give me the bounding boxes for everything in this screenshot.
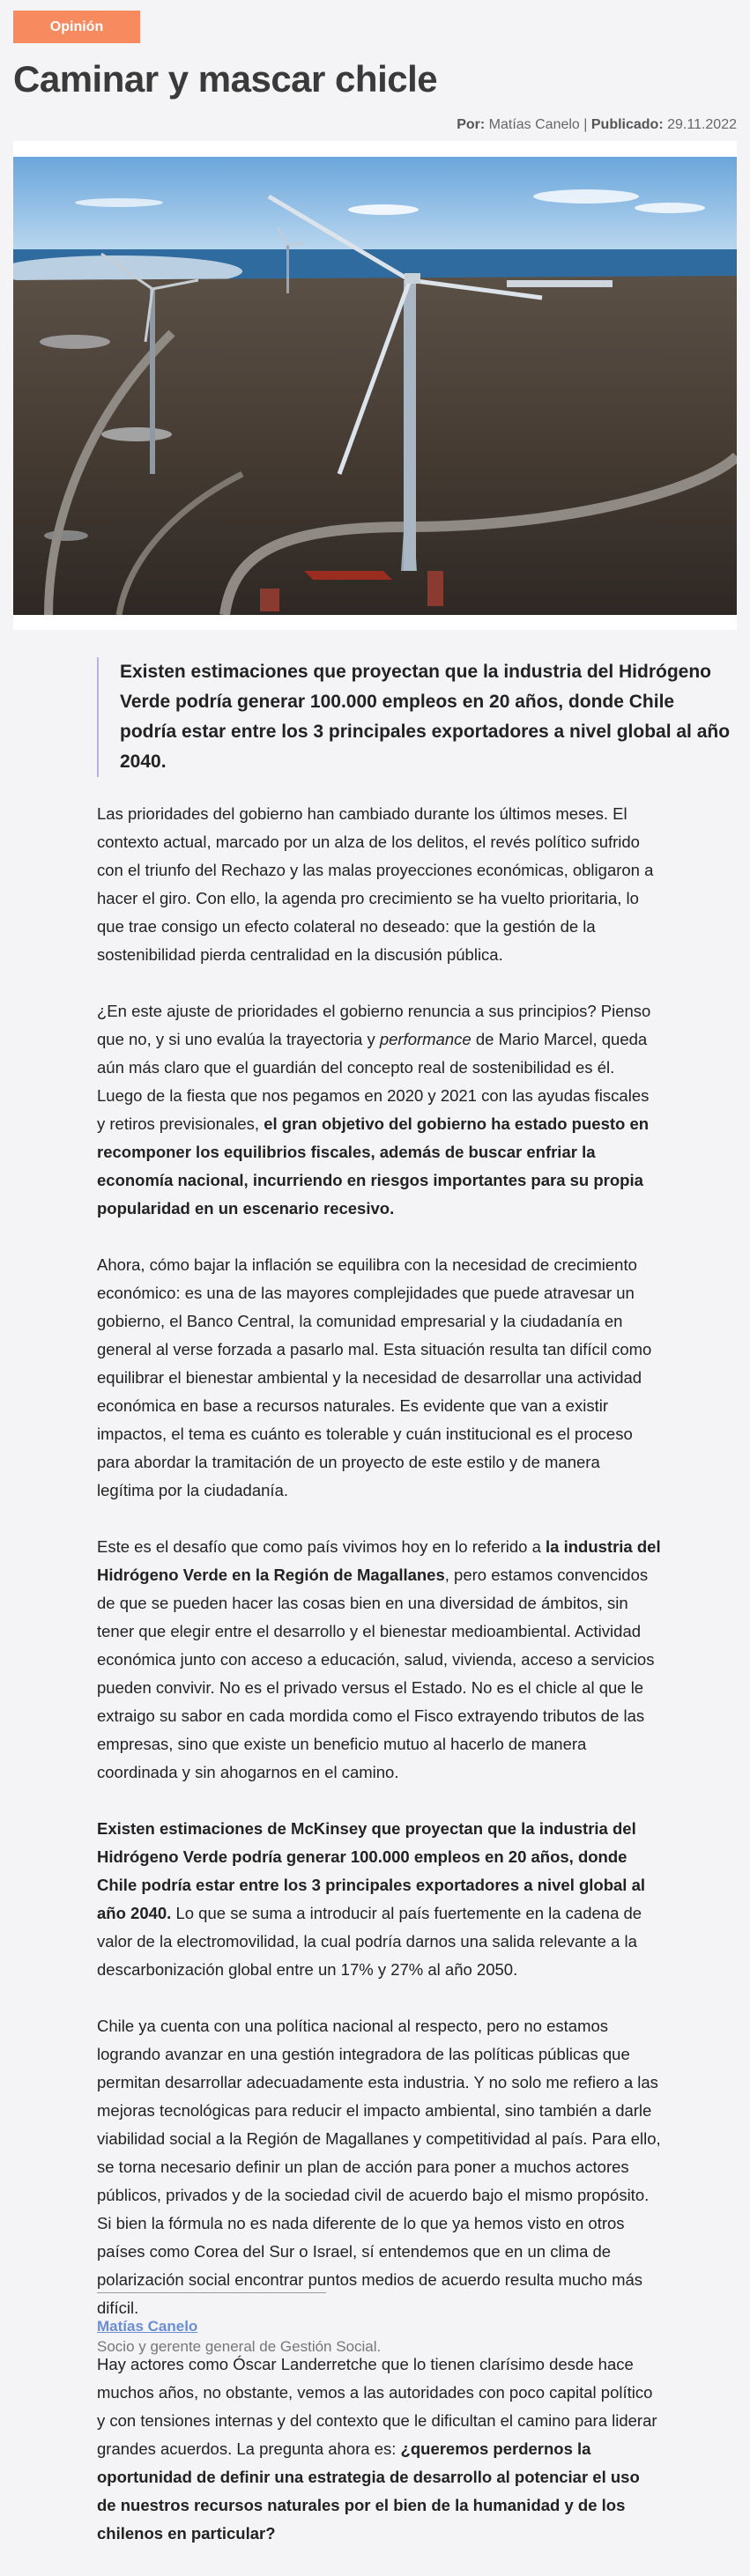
author-role: Socio y gerente general de Gestión Social.: [97, 2338, 382, 2355]
paragraph-text: de Mario Marcel, queda aún más claro que el guardián del concepto real de sostenibilidad es él. Luego de la fiesta que nos pegamos en 2020 y 2021 con las ayudas fiscales y retiros previsionales,: [97, 1030, 650, 1133]
paragraph-text: Lo que se suma a introducir al país fuertemente en la cadena de valor de la electromovilidad, la cual podría darnos una salida relevante a la descarbonización global entre un 17% y 27% al año 2050.: [97, 1904, 642, 1979]
paragraph: [97, 997, 661, 1223]
paragraph-bold: ¿queremos perdernos la oportunidad de definir una estrategia de desarrollo al potenciar el uso de nuestros recursos naturales por el bien de la humanidad y de los chilenos en particular?: [97, 2439, 640, 2543]
paragraph-text: Este es el desafío que como país vivimos hoy en lo referido a: [97, 1537, 546, 1556]
paragraph: [97, 1815, 661, 1984]
paragraph-bold: Existen estimaciones de McKinsey que proyectan que la industria del Hidrógeno Verde podría generar 100.000 empleos en 20 años, donde Chile podría estar entre los 3 principales exportadores a nivel global al año 2040.: [97, 1819, 646, 1922]
byline-separator: |: [579, 117, 591, 132]
paragraph-bold: la industria del Hidrógeno Verde en la Región de Magallanes: [97, 1537, 661, 1584]
paragraph: [97, 2350, 661, 2548]
hero-image-frame: [13, 141, 737, 630]
byline-author: Matías Canelo: [488, 117, 580, 132]
paragraph-bold: el gran objetivo del gobierno ha estado puesto en recomponer los equilibrios fiscales, además de buscar enfriar la economía nacional, incurriendo en riesgos importantes para su propia popularidad en un escenario recesivo.: [97, 1114, 650, 1218]
paragraph-text: ¿En este ajuste de prioridades el gobierno renuncia a sus principios? Pienso que no, y si uno evalúa la trayectoria y: [97, 1002, 651, 1048]
publish-date: 29.11.2022: [667, 117, 737, 132]
byline: [457, 117, 737, 133]
wind-turbines-landscape-photo-icon: [13, 157, 737, 615]
paragraph-text: Hay actores como Óscar Landerretche que lo tienen clarísimo desde hace muchos años, no obstante, vemos a las autoridades con poco capital político y con tensiones internas y del contexto que le dificultan el camino para liderar grandes acuerdos. La pregunta ahora es:: [97, 2355, 657, 2458]
paragraph: Las prioridades del gobierno han cambiado durante los últimos meses. El contexto actual, marcado por un alza de los delitos, el revés político sufrido con el triunfo del Rechazo y las malas proyecciones económicas, obligaron a hacer el giro. Con ello, la agenda pro crecimiento se ha vuelto prioritaria, lo que trae consigo un efecto colateral no deseado: que la gestión de la sostenibilidad pierda centralidad en la discusión pública.: [97, 804, 654, 964]
pull-quote: Existen estimaciones que proyectan que la industria del Hidrógeno Verde podría generar 100.000 empleos en 20 años, donde Chile podría estar entre los 3 principales exportadores a nivel global al año 2040.: [97, 657, 731, 777]
author-label: Por:: [457, 117, 486, 132]
paragraph-italic: performance: [379, 1030, 472, 1048]
paragraph: [97, 1533, 661, 1787]
article-title: Caminar y mascar chicle: [13, 58, 438, 100]
paragraph: Chile ya cuenta con una política nacional al respecto, pero no estamos logrando avanzar en una gestión integradora de las políticas públicas que permitan desarrollar adecuadamente esta industria. Y no solo me refiero a las mejoras tecnológicas para reducir el impacto ambiental, sino también a darle viabilidad social a la Región de Magallanes y competitividad al país. Para ello, se torna necesario definir un plan de acción para poner a muchos actores públicos, privados y de la sociedad civil de acuerdo bajo el mismo propósito. Si bien la fórmula no es nada diferente de lo que ya hemos visto en otros países como Corea del Sur o Israel, sí entendemos que en un clima de polarización social encontrar puntos medios de acuerdo resulta mucho más difícil.: [97, 2017, 661, 2317]
paragraph: Ahora, cómo bajar la inflación se equilibra con la necesidad de crecimiento económico: es una de las mayores complejidades que puede atravesar un gobierno, el Banco Central, la comunidad empresarial y la ciudadanía en general al verse forzada a pasarlo mal. Esta situación resulta tan difícil como equilibrar el bienestar ambiental y la necesidad de desarrollar una actividad económica en base a recursos naturales. Es evidente que van a existir impactos, el tema es cuánto es tolerable y cuán institucional es el proceso para abordar la tramitación de un proyecto de este estilo y de manera legítima por la ciudadanía.: [97, 1255, 652, 1499]
category-badge[interactable]: Opinión: [13, 11, 140, 43]
article-body: [97, 800, 661, 2576]
author-link[interactable]: Matías Canelo: [97, 2318, 198, 2335]
paragraph-text: , pero estamos convencidos de que se pueden hacer las cosas bien en una diversidad de ámbitos, sin tener que elegir entre el desarrollo y el bienestar medioambiental. Actividad económica junto con acceso a educación, salud, vivienda, acceso a servicios pueden convivir. No es el privado versus el Estado. No es el chicle al que le extraigo su sabor en cada mordida como el Fisco extrayendo tributos de las empresas, sino que existe un beneficio mutuo al hacerlo de manera coordinada y sin ahogarnos en el camino.: [97, 1566, 655, 1781]
published-label: Publicado:: [590, 117, 664, 132]
author-divider: [97, 2292, 326, 2293]
